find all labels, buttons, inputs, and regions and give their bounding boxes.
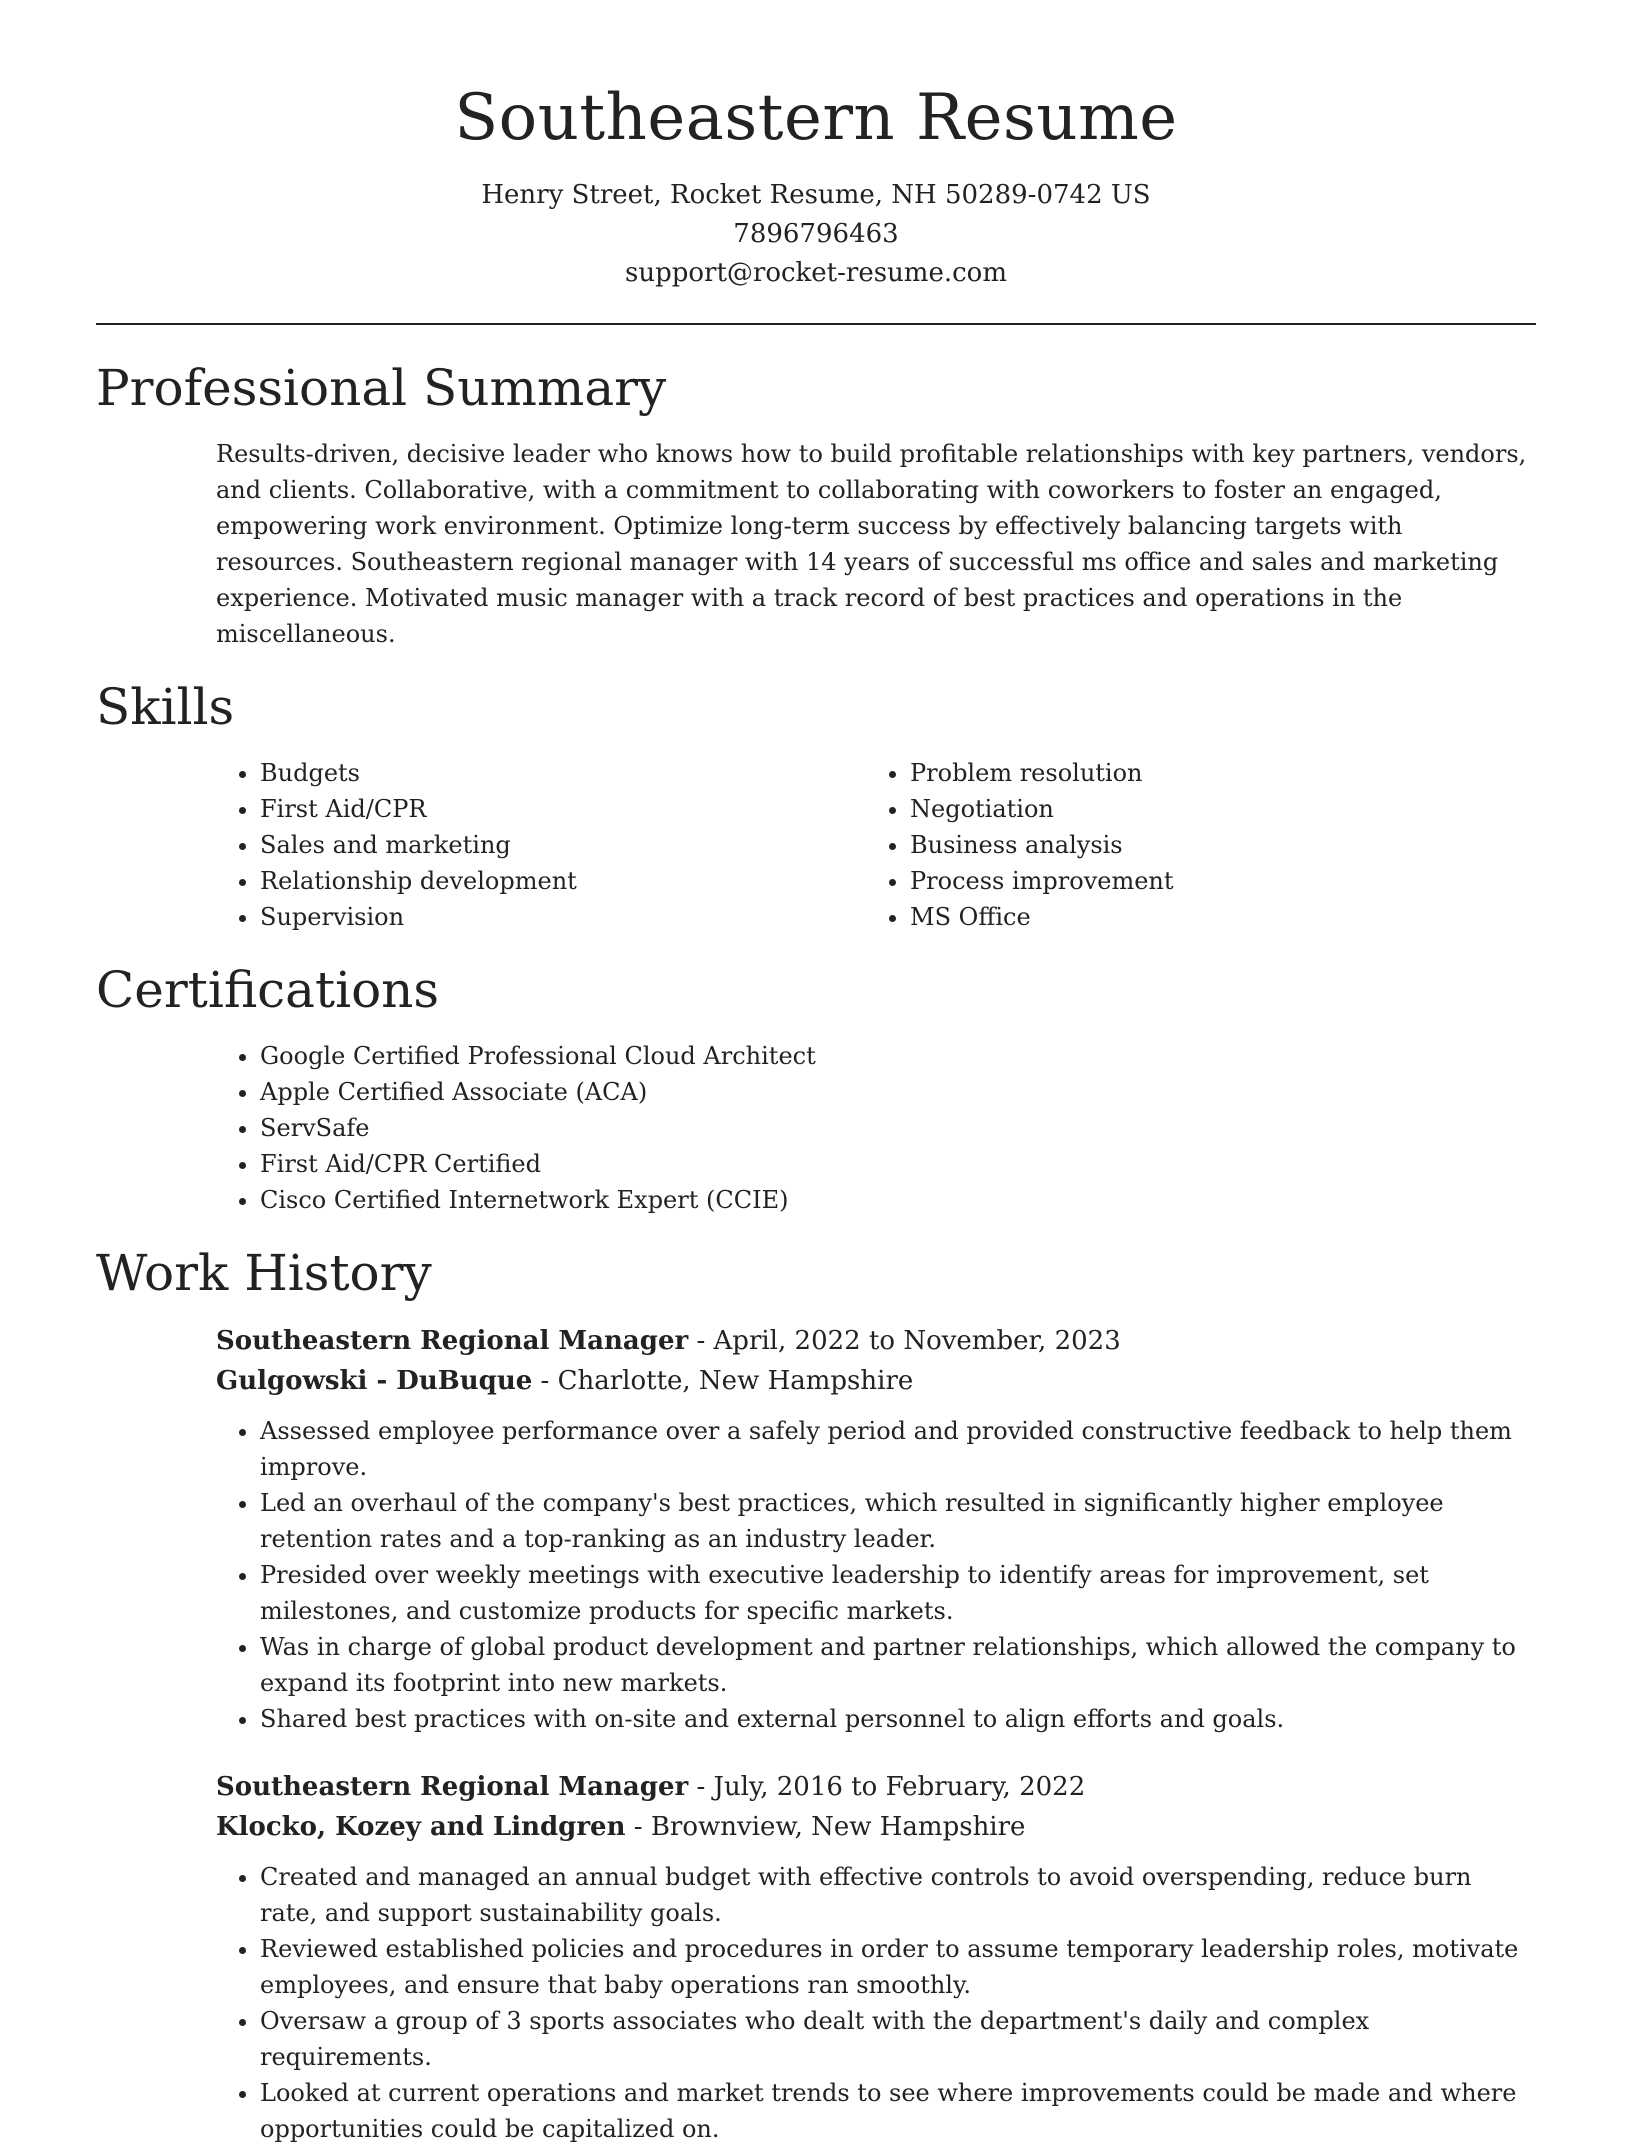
job-title-line [216,1321,1536,1361]
job-company: Gulgowski - DuBuque [216,1365,533,1396]
certifications-list [216,1038,1536,1218]
job-entry [216,1321,1536,1737]
certification-item: • Google Certified Professional Cloud Architect [260,1038,1536,1074]
certifications-section [96,960,1536,1218]
skill-item: • MS Office [910,899,1516,935]
job-bullets [216,1413,1536,1737]
job-bullet: • Reviewed established policies and procedures in order to assume temporary leadership roles, motivate employees, and ensure that baby operations ran smoothly. [260,1931,1536,2003]
job-bullet: • Shared best practices with on-site and external personnel to align efforts and goals. [260,1701,1536,1737]
section-title-skills: Skills [96,677,235,736]
job-role: Southeastern Regional Manager [216,1325,689,1356]
job-bullet: • Looked at current operations and market trends to see where improvements could be made and where opportunities could be capitalized on. [260,2075,1536,2147]
summary-text: Results-driven, decisive leader who knows how to build profitable relationships with key partners, vendors, and clients. Collaborative, with a commitment to collaborating with coworkers to foster an engaged, empowering work environment. Optimize long-term success by effectively balancing targets with resources. Southeastern regional manager with 14 years of successful ms office and sales and marketing experience. Motivated music manager with a track record of best practices and operations in the miscellaneous. [216,439,1527,648]
job-bullet: • Created and managed an annual budget with effective controls to avoid overspending, reduce burn rate, and support sustainability goals. [260,1859,1536,1931]
phone: 7896796463 [733,218,899,249]
address: Henry Street, Rocket Resume, NH 50289-0742 US [481,179,1151,210]
skill-item: • Sales and marketing [260,827,866,863]
skill-item: • Problem resolution [910,755,1516,791]
skills-grid [216,755,1536,935]
job-company-line [216,1361,1536,1401]
section-title-certifications: Certifications [96,960,440,1019]
resume-header [96,82,1536,293]
job-dates: - July, 2016 to February, 2022 [688,1771,1086,1802]
skill-item: • First Aid/CPR [260,791,866,827]
skills-section [96,677,1536,935]
job-location: - Brownview, New Hampshire [625,1811,1026,1842]
job-dates: - April, 2022 to November, 2023 [688,1325,1121,1356]
skills-column-left [216,755,866,935]
certification-item: • Apple Certified Associate (ACA) [260,1074,1536,1110]
job-bullet: • Was in charge of global product development and partner relationships, which allowed the company to expand its footprint into new markets. [260,1629,1536,1701]
job-role: Southeastern Regional Manager [216,1771,689,1802]
job-bullet: • Assessed employee performance over a safely period and provided constructive feedback to help them improve. [260,1413,1536,1485]
job-location: - Charlotte, New Hampshire [532,1365,914,1396]
skill-item: • Budgets [260,755,866,791]
work-history-section [96,1243,1536,2147]
certification-item: • Cisco Certified Internetwork Expert (CCIE) [260,1182,1536,1218]
section-title-summary: Professional Summary [96,358,667,417]
certification-item: • ServSafe [260,1110,1536,1146]
candidate-name: Southeastern Resume [454,81,1178,155]
skill-item: • Negotiation [910,791,1516,827]
section-title-work-history: Work History [96,1243,432,1302]
job-entry [216,1767,1536,2147]
job-bullets [216,1859,1536,2147]
job-company: Klocko, Kozey and Lindgren [216,1811,626,1842]
header-divider [96,323,1536,325]
certification-item: • First Aid/CPR Certified [260,1146,1536,1182]
email: support@rocket-resume.com [624,257,1007,288]
job-bullet: • Presided over weekly meetings with executive leadership to identify areas for improvement, set milestones, and customize products for specific markets. [260,1557,1536,1629]
job-company-line [216,1807,1536,1847]
skill-item: • Process improvement [910,863,1516,899]
skill-item: • Supervision [260,899,866,935]
professional-summary-section [96,358,1536,652]
job-bullet: • Led an overhaul of the company's best practices, which resulted in significantly higher employee retention rates and a top-ranking as an industry leader. [260,1485,1536,1557]
skill-item: • Relationship development [260,863,866,899]
job-title-line [216,1767,1536,1807]
skill-item: • Business analysis [910,827,1516,863]
skills-column-right [866,755,1516,935]
job-bullet: • Oversaw a group of 3 sports associates who dealt with the department's daily and complex requirements. [260,2003,1536,2075]
